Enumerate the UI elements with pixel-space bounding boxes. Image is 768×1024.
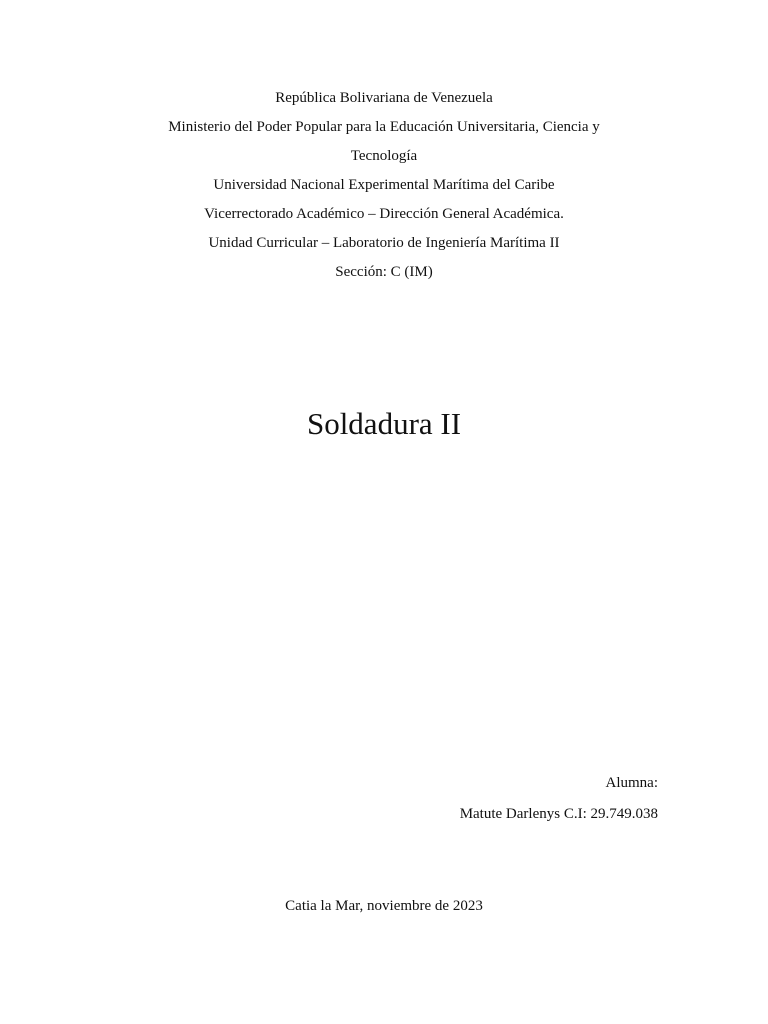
author-name-id: Matute Darlenys C.I: 29.749.038 xyxy=(459,806,658,822)
author-block xyxy=(460,768,658,830)
header-line-course: Unidad Curricular – Laboratorio de Ingeniería Marítima II xyxy=(208,235,560,251)
place-date: Catia la Mar, noviembre de 2023 xyxy=(285,898,483,914)
header-line-ministry-cont: Tecnología xyxy=(350,148,418,164)
document-title: Soldadura II xyxy=(306,406,462,441)
author-label: Alumna: xyxy=(605,775,658,791)
header-line-vice-rectorate: Vicerrectorado Académico – Dirección General Académica. xyxy=(204,206,564,222)
institution-header xyxy=(150,84,618,287)
header-line-country: República Bolivariana de Venezuela xyxy=(275,90,493,106)
header-line-university: Universidad Nacional Experimental Marítima del Caribe xyxy=(213,177,555,193)
header-line-section: Sección: C (IM) xyxy=(335,264,433,280)
header-line-ministry: Ministerio del Poder Popular para la Educación Universitaria, Ciencia y xyxy=(168,119,600,135)
